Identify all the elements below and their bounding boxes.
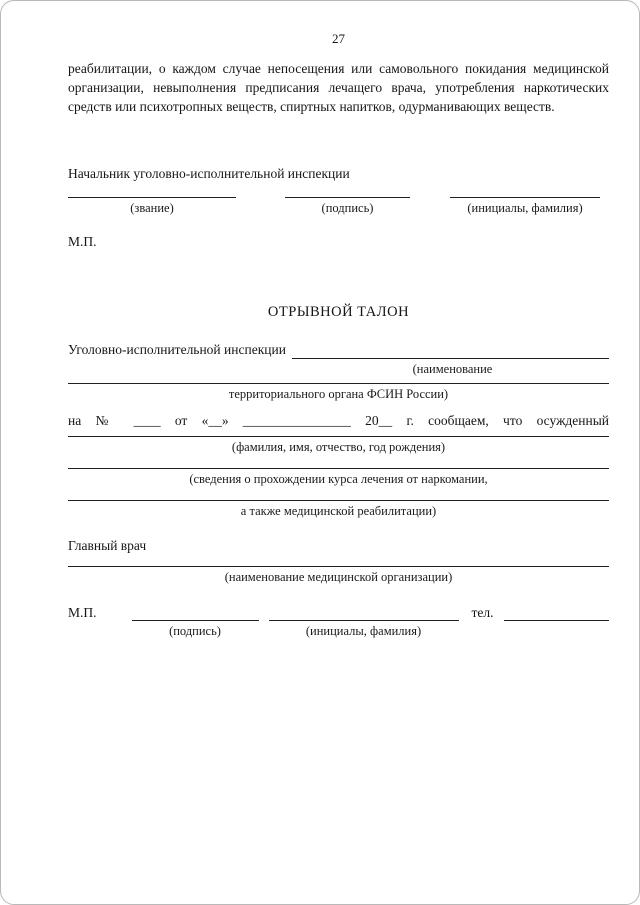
stamp-mark: М.П. bbox=[68, 234, 97, 249]
intro-paragraph: реабилитации, о каждом случае непосещения или самовольного покидания медицинской организации, невыполнения предписания лечащего врача, употребления наркотических средств или психотропных веществ, спиртных напитков, одурманивающих веществ. bbox=[68, 61, 609, 114]
doctor-signature-column bbox=[132, 604, 259, 639]
coupon-stamp-mark: М.П. bbox=[68, 605, 97, 620]
doctor-signature-fill-line bbox=[132, 604, 259, 621]
inspection-label: Уголовно-исполнительной инспекции bbox=[68, 342, 286, 357]
doctor-initials-caption: (инициалы, фамилия) bbox=[305, 624, 422, 638]
treatment-fill-line bbox=[68, 468, 609, 469]
caption-person: (фамилия, имя, отчество, год рождения) bbox=[231, 440, 446, 454]
caption-name-part2: территориального органа ФСИН России) bbox=[228, 387, 449, 401]
initials-caption: (инициалы, фамилия) bbox=[467, 201, 583, 215]
caption-treatment-2: а также медицинской реабилитации) bbox=[240, 504, 437, 518]
doctor-signature-row bbox=[68, 604, 609, 639]
phone-label: тел. bbox=[471, 605, 494, 620]
caption-treatment-1: (сведения о прохождении курса лечения от наркомании, bbox=[189, 472, 488, 486]
officer-title: Начальник уголовно-исполнительной инспекции bbox=[68, 166, 350, 181]
notification-line: на № ____ от «__» ________________ 20__ г. сообщаем, что осужденный bbox=[68, 413, 609, 428]
chief-doctor-label: Главный врач bbox=[68, 538, 147, 553]
page-number: 27 bbox=[332, 31, 345, 46]
signature-column bbox=[285, 197, 410, 216]
phone-column bbox=[504, 604, 609, 621]
rank-caption: (звание) bbox=[130, 201, 174, 215]
caption-organization: (наименование медицинской организации) bbox=[224, 570, 453, 584]
initials-column bbox=[450, 197, 600, 216]
rank-fill-line bbox=[68, 197, 236, 198]
signature-caption: (подпись) bbox=[321, 201, 374, 215]
initials-fill-line bbox=[450, 197, 600, 198]
person-fill-line bbox=[68, 436, 609, 437]
coupon-title: ОТРЫВНОЙ ТАЛОН bbox=[267, 304, 410, 320]
doctor-initials-fill-line bbox=[269, 604, 459, 621]
inspection-name-row bbox=[68, 341, 609, 359]
rank-column bbox=[68, 197, 236, 216]
name-continuation-line bbox=[68, 383, 609, 384]
doctor-initials-column bbox=[269, 604, 459, 639]
doctor-signature-caption: (подпись) bbox=[169, 624, 221, 638]
rehabilitation-fill-line bbox=[68, 500, 609, 501]
caption-name-part1: (наименование bbox=[412, 362, 493, 376]
officer-signature-row bbox=[68, 197, 609, 216]
phone-fill-line bbox=[504, 604, 609, 621]
inspection-fill-line bbox=[292, 342, 609, 359]
signature-fill-line bbox=[285, 197, 410, 198]
organization-fill-line bbox=[68, 566, 609, 567]
